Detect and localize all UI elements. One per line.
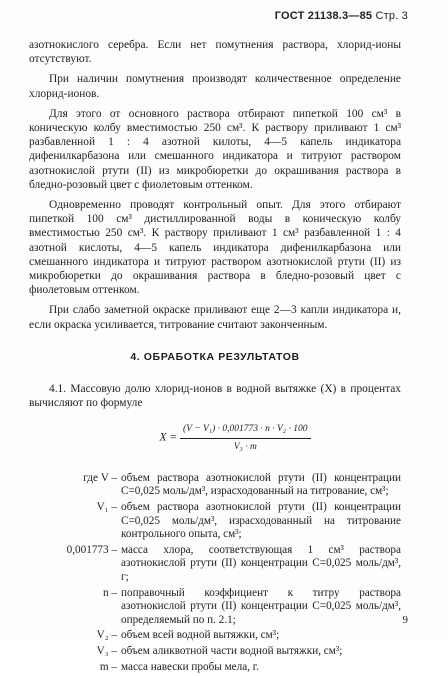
formula-fraction [180, 422, 310, 453]
formula-denominator: V₃ · m [233, 441, 257, 452]
definition-item [29, 544, 401, 585]
formula-numerator: (V − V₁) · 0,001773 · n · V₂ · 100 [180, 422, 310, 438]
paragraph: Одновременно проводят контрольный опыт. Для этого отбирают пипеткой 100 см³ дистиллированной воды в коническую колбу вместимостью 250 см³. К раствору приливают 1 см³ разбавленной 1 : 4 азотной кислоты, 4—5 капель индикатора дифенилкарбазона или смешанного индикатора и титруют раствором азотнокислой ртути (II) из микробюретки до окрашивания раствора в бледно-розовый цвет с фиолетовым оттенком. [29, 199, 401, 297]
definition-symbol: n – [103, 586, 117, 599]
definition-text: объем раствора азотнокислой ртути (II) концентрации C=0,025 моль/дм³, израсходованный на титрование, см³; [121, 471, 401, 498]
definition-item [29, 645, 401, 659]
definition-symbol: m – [99, 660, 117, 673]
section-title: 4. ОБРАБОТКА РЕЗУЛЬТАТОВ [130, 350, 300, 363]
definition-symbol: V₂ – [96, 629, 117, 642]
definition-item [29, 501, 401, 542]
definition-text: объем аликвотной части водной вытяжки, см³; [121, 645, 343, 657]
paragraph: При наличии помутнения производят количественное определение хлорид-ионов. [29, 73, 401, 100]
definition-symbol: 0,001773 – [66, 543, 117, 556]
header-page-label: Стр. 3 [375, 10, 408, 22]
definition-symbol: где V – [83, 471, 117, 484]
definition-item [29, 629, 401, 643]
definition-text: поправочный коэффициент к титру раствора азотнокислой ртути (II) концентрации C=0,025 моль/дм³, определяемый по п. 2.1; [121, 586, 401, 626]
definition-text: объем раствора азотнокислой ртути (II) концентрации C=0,025 моль/дм³, израсходованный на титрование контрольного опыта, см³; [121, 501, 401, 541]
section-paragraph: 4.1. Массовую долю хлорид-ионов в водной вытяжке (X) в процентах вычисляют по формуле [29, 383, 401, 410]
formula-lhs: X = [159, 431, 178, 444]
page-number: 9 [402, 614, 408, 626]
standard-code: ГОСТ 21138.3—85 [274, 10, 373, 22]
definitions-list [29, 472, 401, 674]
document-body [29, 38, 401, 676]
definition-text: масса навески пробы мела, г. [121, 660, 259, 673]
paragraph: При слабо заметной окраске приливают еще 2—3 капли индикатора и, если окраска усиливается, титрование считают законченным. [29, 304, 401, 331]
definition-symbol: V₃ – [96, 645, 117, 657]
definition-item [29, 661, 401, 675]
definition-text: масса хлора, соответствующая 1 см³ раствора азотнокислой ртути (II) концентрации C=0,025 моль/дм³, г; [121, 543, 401, 584]
formula [69, 422, 401, 453]
definition-symbol: V₁ – [96, 501, 117, 514]
page-header [275, 10, 408, 22]
definition-item [29, 587, 401, 628]
definition-item [29, 472, 401, 499]
paragraph: азотнокислого серебра. Если нет помутнения раствора, хлорид-ионы отсутствуют. [29, 39, 401, 66]
paragraph: Для этого от основного раствора отбирают пипеткой 100 см³ в коническую колбу вместимостью 250 см³. К раствору приливают 1 см³ разбавленной 1 : 4 азотной килоты, 4—5 капель индикатора дифенилкарбазона или смешанного индикатора и титруют раствором азотнокислой ртути (II) из микробюретки до окрашивания раствора в бледно-розовый цвет с фиолетовым оттенком. [29, 107, 401, 191]
definition-text: объем всей водной вытяжки, см³; [121, 629, 280, 642]
